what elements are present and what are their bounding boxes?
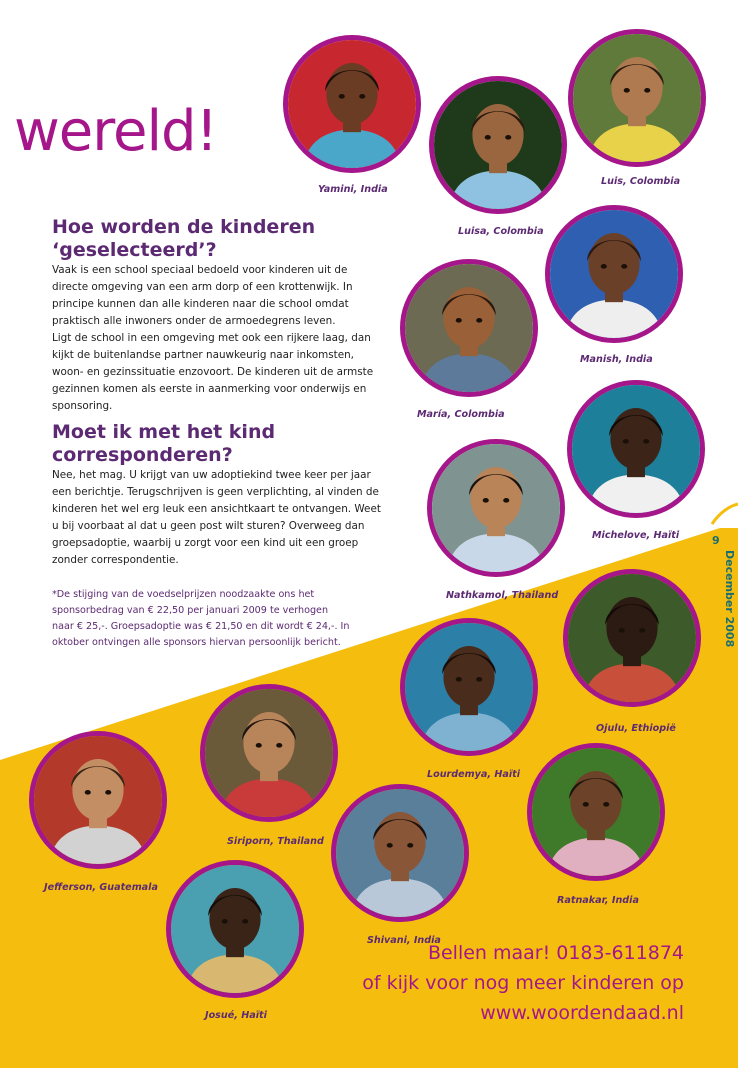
child-photo: [29, 731, 167, 869]
child-caption: Nathkamol, Thailand: [446, 590, 559, 601]
child-photo: [567, 380, 705, 518]
child-photo: [166, 860, 304, 998]
child-caption: Josué, Haïti: [205, 1010, 267, 1021]
section-paragraph-selection-2: Ligt de school in een omgeving met ook een rijkere laag, dan kijkt de buitenlandse partner nauwkeurig naar inkomsten, woon- en gezinssituatie enzovoort. De kinderen uit de armste gezinnen komen als eerste in aanmerking voor onderwijs en sponsoring.: [52, 332, 374, 412]
price-footnote: *De stijging van de voedselprijzen noodzaakte ons het sponsorbedrag van € 22,50 per januari 2009 te verhogen naar € 25,-. Groepsadoptie was € 21,50 en dit wordt € 24,-. In oktober ontvingen alle sponsors hiervan persoonlijk bericht.: [52, 589, 350, 648]
child-photo: [429, 76, 567, 214]
page-title: wereld!: [14, 99, 218, 164]
child-photo: [545, 205, 683, 343]
child-caption: Yamini, India: [318, 184, 388, 195]
child-photo: [563, 569, 701, 707]
child-photo: [568, 29, 706, 167]
child-photo: [427, 439, 565, 577]
section-paragraph-selection-1: Vaak is een school speciaal bedoeld voor kinderen uit de directe omgeving van een arm dorp of een krottenwijk. In principe kunnen dan alle kinderen naar die school omdat praktisch alle inwoners onder de armoedegrens leven.: [52, 264, 353, 327]
section-heading-correspondence: Moet ik met het kind corresponderen?: [52, 421, 276, 466]
child-caption: Ojulu, Ethiopië: [596, 723, 676, 734]
child-caption: Manish, India: [580, 354, 653, 365]
child-caption: Ratnakar, India: [557, 895, 639, 906]
child-caption: Luisa, Colombia: [458, 226, 544, 237]
child-caption: Siriporn, Thailand: [227, 836, 324, 847]
section-paragraph-correspondence: Nee, het mag. U krijgt van uw adoptiekind twee keer per jaar een berichtje. Terugschrijven is geen verplichting, al vinden de kinderen het wel erg leuk een ansichtkaart te ontvangen. Weet u bij voorbaat al dat u geen post wilt sturen? Overweeg dan groepsadoptie, waarbij u zorgt voor een kind uit een groep zonder correspondentie.: [52, 469, 381, 566]
cta-phone: Bellen maar! 0183-611874: [427, 942, 684, 964]
section-heading-selection: Hoe worden de kinderen ‘geselecteerd’?: [52, 216, 316, 261]
child-photo: [400, 618, 538, 756]
child-caption: Michelove, Haïti: [592, 530, 680, 541]
child-caption: María, Colombia: [417, 409, 505, 420]
child-photo: [331, 784, 469, 922]
child-photo: [283, 35, 421, 173]
child-caption: Luis, Colombia: [601, 176, 681, 187]
child-photo: [400, 259, 538, 397]
cta-website-link[interactable]: www.woordendaad.nl: [480, 1002, 684, 1024]
cta-text: of kijk voor nog meer kinderen op: [362, 972, 684, 994]
issue-date: December 2008: [723, 550, 736, 648]
child-caption: Jefferson, Guatemala: [44, 882, 158, 893]
child-caption: Lourdemya, Haïti: [427, 769, 521, 780]
child-caption: Shivani, India: [367, 935, 441, 946]
page-number: 9: [712, 534, 720, 547]
child-photo: [527, 743, 665, 881]
child-photo: [200, 684, 338, 822]
